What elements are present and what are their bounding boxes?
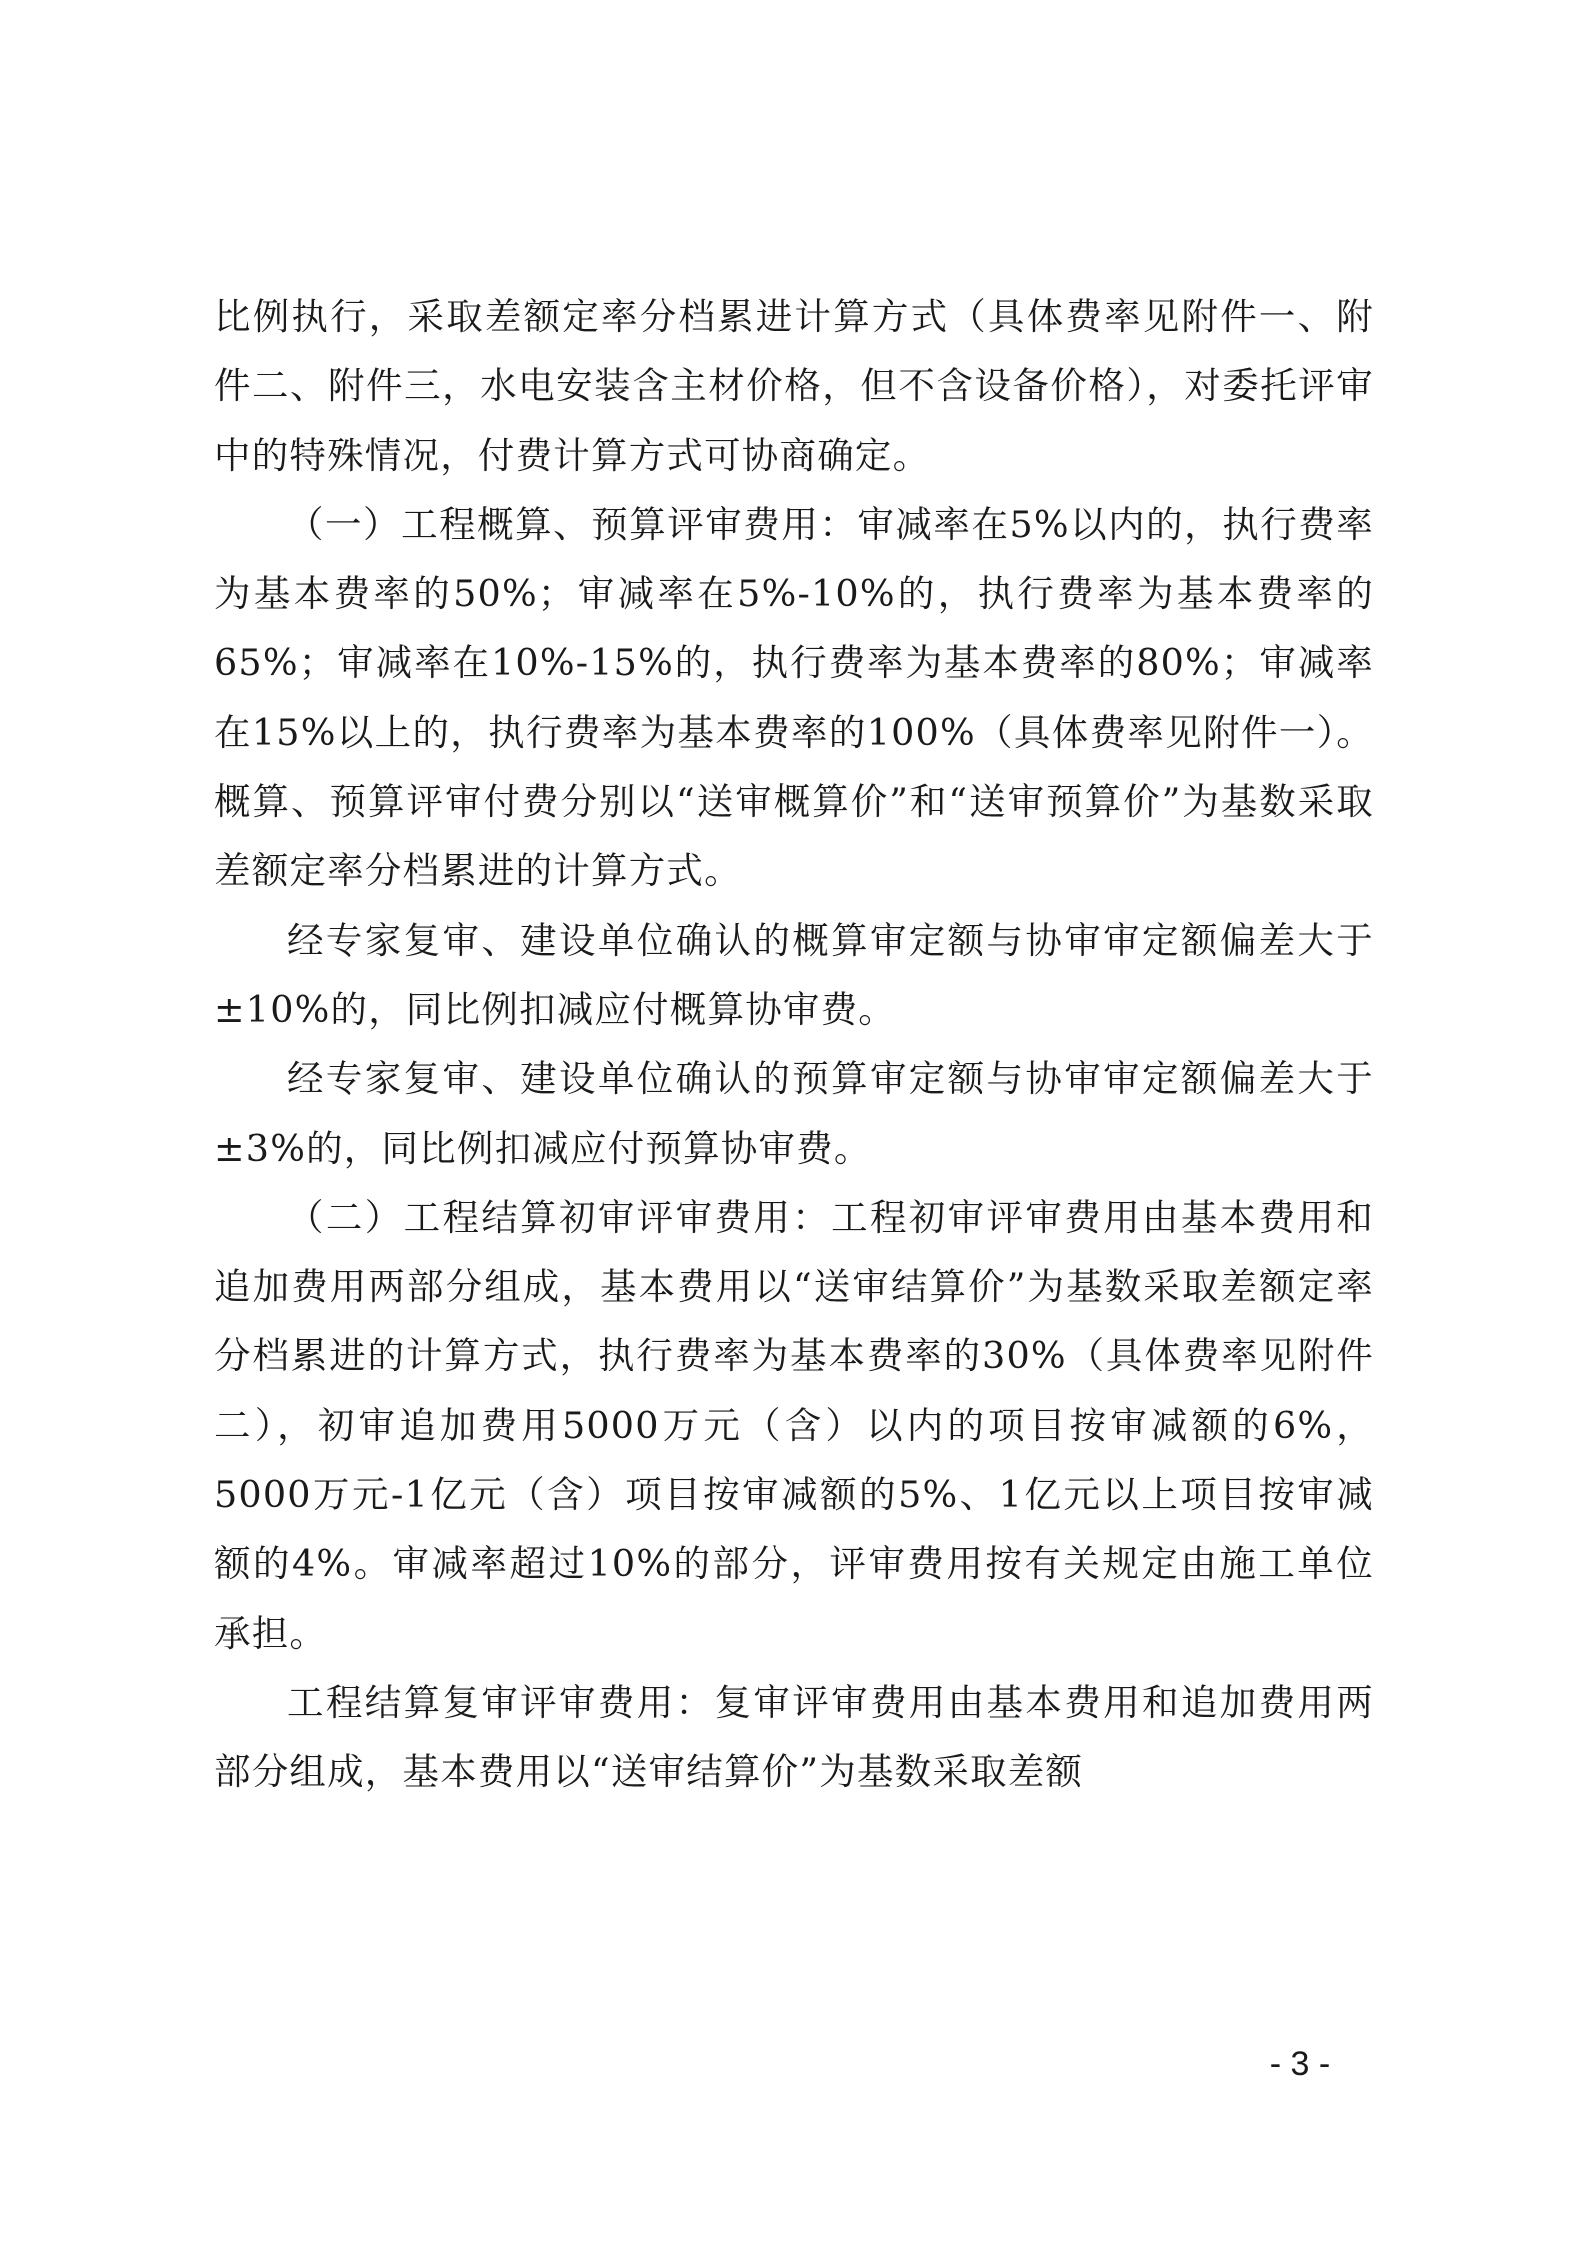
paragraph-budget-deviation: 经专家复审、建设单位确认的预算审定额与协审审定额偏差大于±3%的，同比例扣减应付预算协审费。	[214, 1057, 1374, 1170]
paragraph-budget-fees: （一）工程概算、预算评审费用：审减率在5%以内的，执行费率为基本费率的50%；审减率在5%-10%的，执行费率为基本费率的65%；审减率在10%-15%的，执行费率为基本费率的80%；审减率在15%以上的，执行费率为基本费率的100%（具体费率见附件一）。概算、预算评审付费分别以“送审概算价”和“送审预算价”为基数采取差额定率分档累进的计算方式。	[214, 502, 1374, 893]
paragraph-settlement-review: 工程结算复审评审费用：复审评审费用由基本费用和追加费用两部分组成，基本费用以“送审结算价”为基数采取差额	[214, 1680, 1374, 1794]
page-number: - 3 -	[1269, 2045, 1331, 2083]
paragraph-continuation: 比例执行，采取差额定率分档累进计算方式（具体费率见附件一、附件二、附件三，水电安装含主材价格，但不含设备价格），对委托评审中的特殊情况，付费计算方式可协商确定。	[214, 295, 1374, 477]
body-text	[214, 282, 1374, 1807]
paragraph-estimate-deviation: 经专家复审、建设单位确认的概算审定额与协审审定额偏差大于±10%的，同比例扣减应付概算协审费。	[214, 918, 1374, 1031]
paragraph-settlement-initial: （二）工程结算初审评审费用：工程初审评审费用由基本费用和追加费用两部分组成，基本费用以“送审结算价”为基数采取差额定率分档累进的计算方式，执行费率为基本费率的30%（具体费率见附件二），初审追加费用5000万元（含）以内的项目按审减额的6%，5000万元-1亿元（含）项目按审减额的5%、1亿元以上项目按审减额的4%。审减率超过10%的部分，评审费用按有关规定由施工单位承担。	[214, 1195, 1374, 1655]
